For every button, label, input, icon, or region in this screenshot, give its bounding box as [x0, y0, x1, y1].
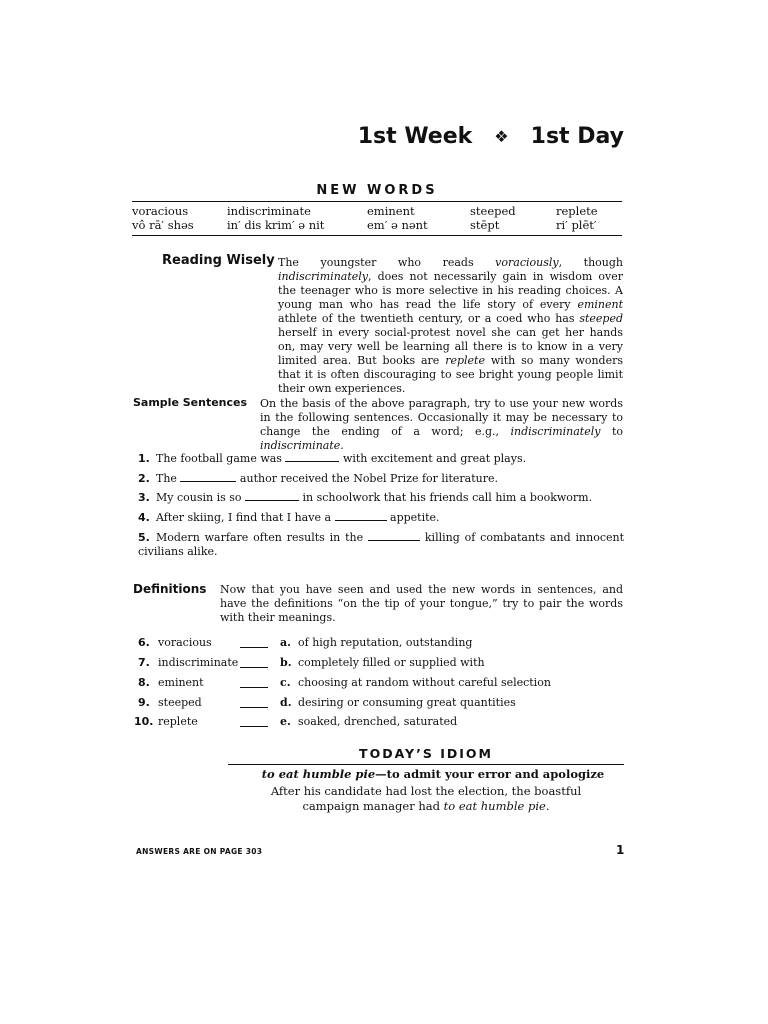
- answer-blank[interactable]: [368, 530, 420, 541]
- new-word: indiscriminate: [227, 204, 311, 218]
- answer-blank[interactable]: [285, 451, 339, 462]
- new-word-pronunciation: em′ ə nənt: [367, 218, 428, 232]
- new-words-top-rule: [132, 201, 622, 202]
- reading-wisely-heading: Reading Wisely: [162, 253, 275, 268]
- new-word: eminent: [367, 204, 415, 218]
- definition-row: 7. indiscriminate b. completely filled or supplied with: [138, 656, 485, 669]
- new-words-title: NEW WORDS: [316, 183, 438, 198]
- match-blank[interactable]: [240, 715, 268, 727]
- new-word: steeped: [470, 204, 516, 218]
- sample-sentences-intro: On the basis of the above paragraph, try to use your new words in the following sentences. Occasionally it may be necessary to change the ending of a word; e.g., indiscriminately to indiscriminate.: [260, 397, 623, 452]
- new-word: replete: [556, 204, 598, 218]
- answer-blank[interactable]: [335, 510, 387, 521]
- new-word-pronunciation: in′ dis krim′ ə nit: [227, 218, 325, 232]
- sample-sentence-1: 1. The football game was with excitement and great plays.: [138, 452, 527, 465]
- definition-row: 9. steeped d. desiring or consuming great quantities: [138, 696, 516, 709]
- page-number: 1: [616, 843, 625, 857]
- idiom-phrase: to eat humble pie—to admit your error and apologize: [261, 767, 605, 781]
- definitions-intro: Now that you have seen and used the new words in sentences, and have the definitions “on the tip of your tongue,” try to pair the words with their meanings.: [220, 583, 623, 624]
- page-header: [358, 124, 624, 149]
- match-blank[interactable]: [240, 656, 268, 668]
- answer-blank[interactable]: [180, 471, 236, 482]
- match-blank[interactable]: [240, 636, 268, 648]
- new-word-pronunciation: vô rā′ shəs: [132, 218, 194, 232]
- new-word-pronunciation: ri′ plēt′: [556, 218, 597, 232]
- week-label: 1st Week: [357, 124, 473, 149]
- definition-row: 10. replete e. soaked, drenched, saturated: [134, 715, 458, 728]
- sample-sentence-3: 3. My cousin is so in schoolwork that his friends call him a bookworm.: [138, 491, 593, 504]
- definition-row: 6. voracious a. of high reputation, outstanding: [138, 636, 473, 649]
- answer-blank[interactable]: [245, 490, 299, 501]
- new-word-pronunciation: stēpt: [470, 218, 500, 232]
- day-label: 1st Day: [530, 124, 624, 149]
- sample-sentence-4: 4. After skiing, I find that I have a appetite.: [138, 511, 440, 524]
- sample-sentence-5: 5. Modern warfare often results in the killing of combatants and innocent civilians alike.: [138, 531, 625, 558]
- new-word: voracious: [132, 204, 189, 218]
- match-blank[interactable]: [240, 696, 268, 708]
- answers-note: ANSWERS ARE ON PAGE 303: [136, 847, 263, 856]
- idiom-example: After his candidate had lost the election, the boastful campaign manager had to eat humble pie.: [270, 784, 582, 813]
- match-blank[interactable]: [240, 676, 268, 688]
- reading-paragraph: The youngster who reads voraciously, though indiscriminately, does not necessarily gain in wisdom over the teenager who is more selective in his reading choices. A young man who has read the life story of every eminent athlete of the twentieth century, or a coed who has steeped herself in every social-protest novel she can get her hands on, may very well be learning all there is to know in a very limited area. But books are replete with so many wonders that it is often discouraging to see bright young people limit their own experiences.: [278, 256, 623, 395]
- sample-sentences-heading: Sample Sentences: [133, 396, 248, 409]
- definitions-heading: Definitions: [133, 582, 207, 596]
- todays-idiom-title: TODAY’S IDIOM: [359, 746, 493, 761]
- sample-sentence-2: 2. The author received the Nobel Prize for literature.: [138, 472, 498, 485]
- new-words-bottom-rule: [132, 235, 622, 236]
- idiom-rule: [228, 764, 624, 765]
- diamond-ornament-icon: ❖: [494, 127, 509, 146]
- definition-row: 8. eminent c. choosing at random without careful selection: [138, 676, 551, 689]
